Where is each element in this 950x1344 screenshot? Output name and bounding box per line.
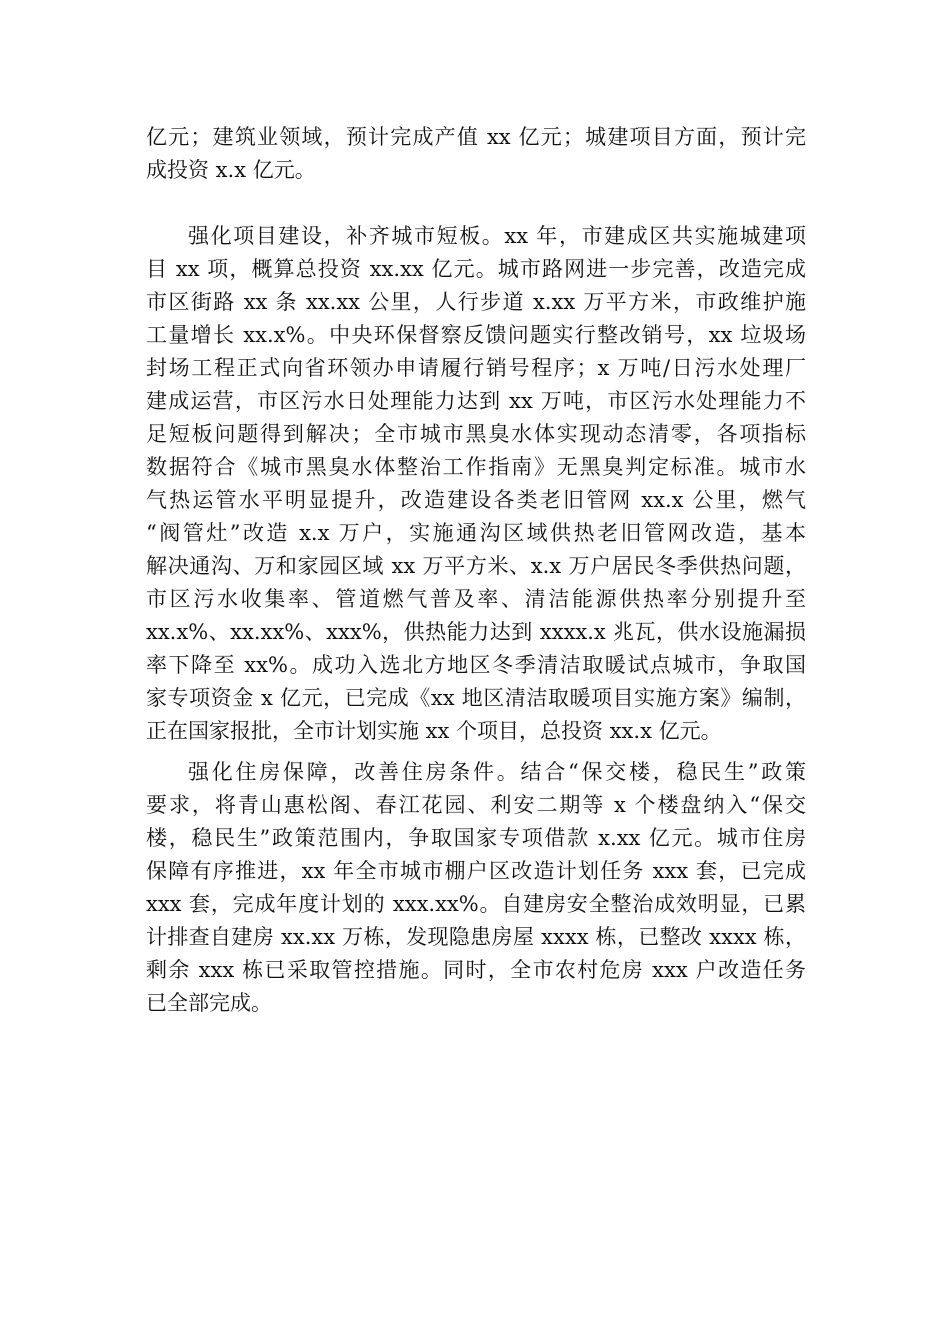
text-line: 剩余 xxx 栋已采取管控措施。同时，全市农村危房 xxx 户改造任务 <box>146 958 806 982</box>
text-line: 工量增长 xx.x%。中央环保督察反馈问题实行整改销号，xx 垃圾场 <box>146 323 806 347</box>
text-line: 楼，稳民生”政策范围内，争取国家专项借款 x.xx 亿元。城市住房 <box>146 826 806 850</box>
text-line: 市区街路 xx 条 xx.xx 公里，人行步道 x.xx 万平方米，市政维护施 <box>146 290 806 314</box>
paragraph-housing-security <box>146 756 806 1020</box>
text-line: 足短板问题得到解决；全市城市黑臭水体实现动态清零，各项指标 <box>146 422 806 446</box>
text-line: 强化项目建设，补齐城市短板。xx 年，市建成区共实施城建项 <box>188 224 806 248</box>
text-line: 保障有序推进，xx 年全市城市棚户区改造计划任务 xxx 套，已完成 <box>146 859 806 883</box>
text-line: 率下降至 xx%。成功入选北方地区冬季清洁取暖试点城市，争取国 <box>146 653 806 677</box>
text-line: 要求，将青山惠松阁、春江花园、利安二期等 x 个楼盘纳入“保交 <box>146 793 806 817</box>
text-line: xxx 套，完成年度计划的 xxx.xx%。自建房安全整治成效明显，已累 <box>146 892 806 916</box>
text-line: 家专项资金 x 亿元，已完成《xx 地区清洁取暖项目实施方案》编制， <box>146 686 806 710</box>
text-line: 市区污水收集率、管道燃气普及率、清洁能源供热率分别提升至 <box>146 587 806 611</box>
text-line: “阀管灶”改造 x.x 万户，实施通沟区域供热老旧管网改造，基本 <box>146 521 806 545</box>
text-line: 正在国家报批，全市计划实施 xx 个项目，总投资 xx.x 亿元。 <box>146 719 722 743</box>
text-line: 建成运营，市区污水日处理能力达到 xx 万吨，市区污水处理能力不 <box>146 389 806 413</box>
text-line: 目 xx 项，概算总投资 xx.xx 亿元。城市路网进一步完善，改造完成 <box>146 257 806 281</box>
text-line: xx.x%、xx.xx%、xxx%，供热能力达到 xxxx.x 兆瓦，供水设施漏损 <box>146 620 806 644</box>
text-line: 计排查自建房 xx.xx 万栋，发现隐患房屋 xxxx 栋，已整改 xxxx 栋， <box>146 925 806 949</box>
text-line: 成投资 x.x 亿元。 <box>146 158 316 182</box>
text-line: 数据符合《城市黑臭水体整治工作指南》无黑臭判定标准。城市水 <box>146 455 806 479</box>
paragraph-project-construction <box>146 220 806 748</box>
paragraph-construction-output <box>146 121 806 187</box>
text-line: 气热运管水平明显提升，改造建设各类老旧管网 xx.x 公里，燃气 <box>146 488 806 512</box>
text-line: 亿元；建筑业领域，预计完成产值 xx 亿元；城建项目方面，预计完 <box>146 125 806 149</box>
text-line: 已全部完成。 <box>146 991 272 1015</box>
text-line: 解决通沟、万和家园区域 xx 万平方米、x.x 万户居民冬季供热问题， <box>146 554 806 578</box>
text-line: 封场工程正式向省环领办申请履行销号程序；x 万吨/日污水处理厂 <box>146 356 806 380</box>
text-line: 强化住房保障，改善住房条件。结合“保交楼，稳民生”政策 <box>188 760 806 784</box>
